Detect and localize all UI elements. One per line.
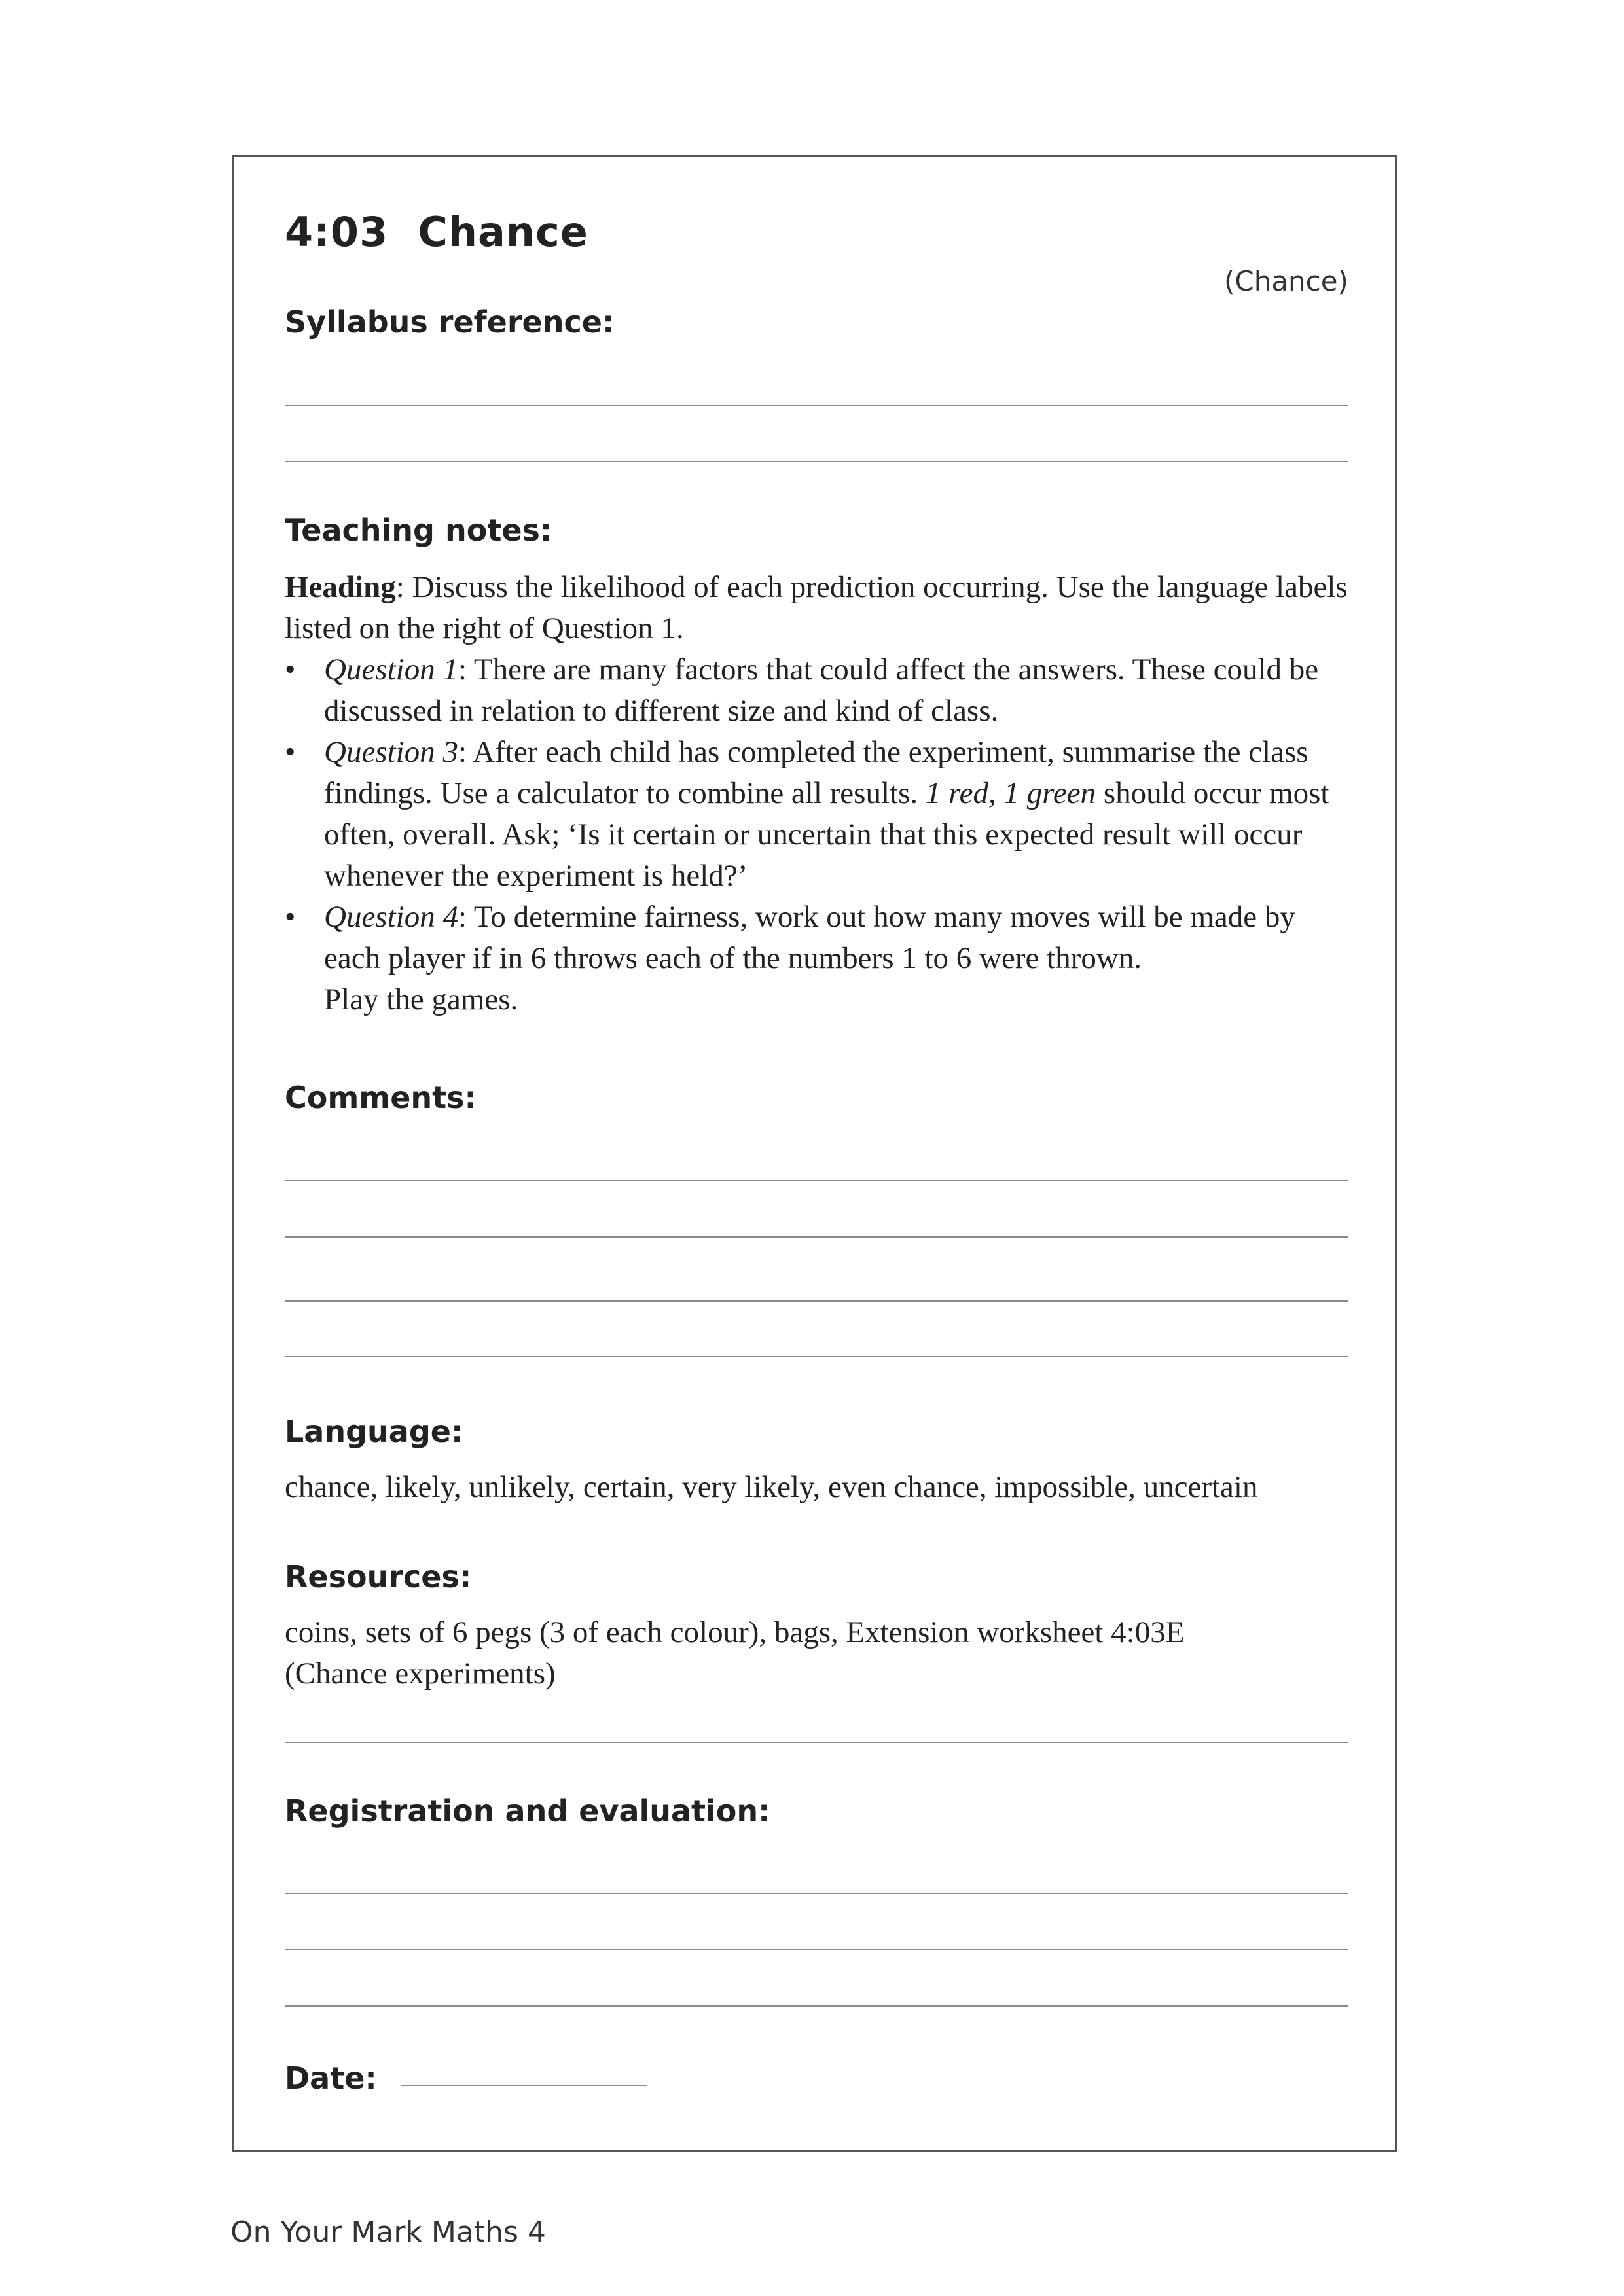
bullet-icon: • (285, 735, 296, 769)
worksheet-frame (232, 155, 1397, 2152)
heading-note-label: Heading (285, 570, 396, 604)
registration-heading: Registration and evaluation: (285, 1793, 770, 1829)
comments-line-3 (285, 1300, 1348, 1302)
question-4-text-2: Play the games. (324, 982, 518, 1016)
resources-text: coins, sets of 6 pegs (3 of each colour), bags, Extension worksheet 4:03E (Chance experiments) (285, 1615, 1185, 1691)
question-4-text: : To determine fairness, work out how many moves will be made by each player if in 6 throws each of the numbers 1 to 6 were thrown. (324, 900, 1295, 975)
registration-line-2 (285, 1949, 1348, 1950)
language-heading: Language: (285, 1414, 463, 1449)
heading-note-text: : Discuss the likelihood of each prediction occurring. Use the language labels listed on the right of Question 1. (285, 570, 1348, 645)
question-notes-list (285, 649, 1358, 1020)
list-item (285, 649, 1358, 732)
list-item (285, 732, 1358, 897)
page-title: 4:03 Chance (285, 208, 588, 256)
question-3-text-b: should occur most often, overall. Ask; ‘Is it certain or uncertain that this expected result will occur whenever the experiment is held?’ (324, 776, 1329, 893)
comments-line-2 (285, 1236, 1348, 1238)
registration-line-1 (285, 1893, 1348, 1894)
date-label: Date: (285, 2060, 377, 2096)
question-1-text: : There are many factors that could affect the answers. These could be discussed in relation to different size and kind of class. (324, 653, 1319, 728)
question-3-text-a: : After each child has completed the experiment, summarise the class findings. Use a calculator to combine all results. (324, 735, 1308, 810)
bullet-icon: • (285, 900, 296, 934)
teaching-notes-body (285, 567, 1358, 1020)
question-1-label: Question 1 (324, 653, 458, 687)
resources-heading: Resources: (285, 1559, 472, 1594)
teaching-notes-heading: Teaching notes: (285, 512, 552, 548)
question-3-emphasis: 1 red, 1 green (925, 776, 1096, 810)
syllabus-line-2 (285, 461, 1348, 462)
language-text: chance, likely, unlikely, certain, very likely, even chance, impossible, uncertain (285, 1470, 1258, 1504)
resources-line (285, 1742, 1348, 1743)
comments-line-4 (285, 1356, 1348, 1357)
comments-line-1 (285, 1180, 1348, 1181)
question-4-label: Question 4 (324, 900, 458, 934)
topic-label: (Chance) (1223, 265, 1348, 297)
list-item (285, 897, 1358, 1020)
bullet-icon: • (285, 653, 296, 687)
syllabus-line-1 (285, 405, 1348, 406)
syllabus-heading: Syllabus reference: (285, 304, 615, 340)
comments-heading: Comments: (285, 1080, 477, 1115)
question-3-label: Question 3 (324, 735, 458, 769)
heading-note (285, 567, 1358, 649)
registration-line-3 (285, 2005, 1348, 2007)
date-line (401, 2085, 647, 2086)
footer-book-title: On Your Mark Maths 4 (230, 2215, 546, 2249)
